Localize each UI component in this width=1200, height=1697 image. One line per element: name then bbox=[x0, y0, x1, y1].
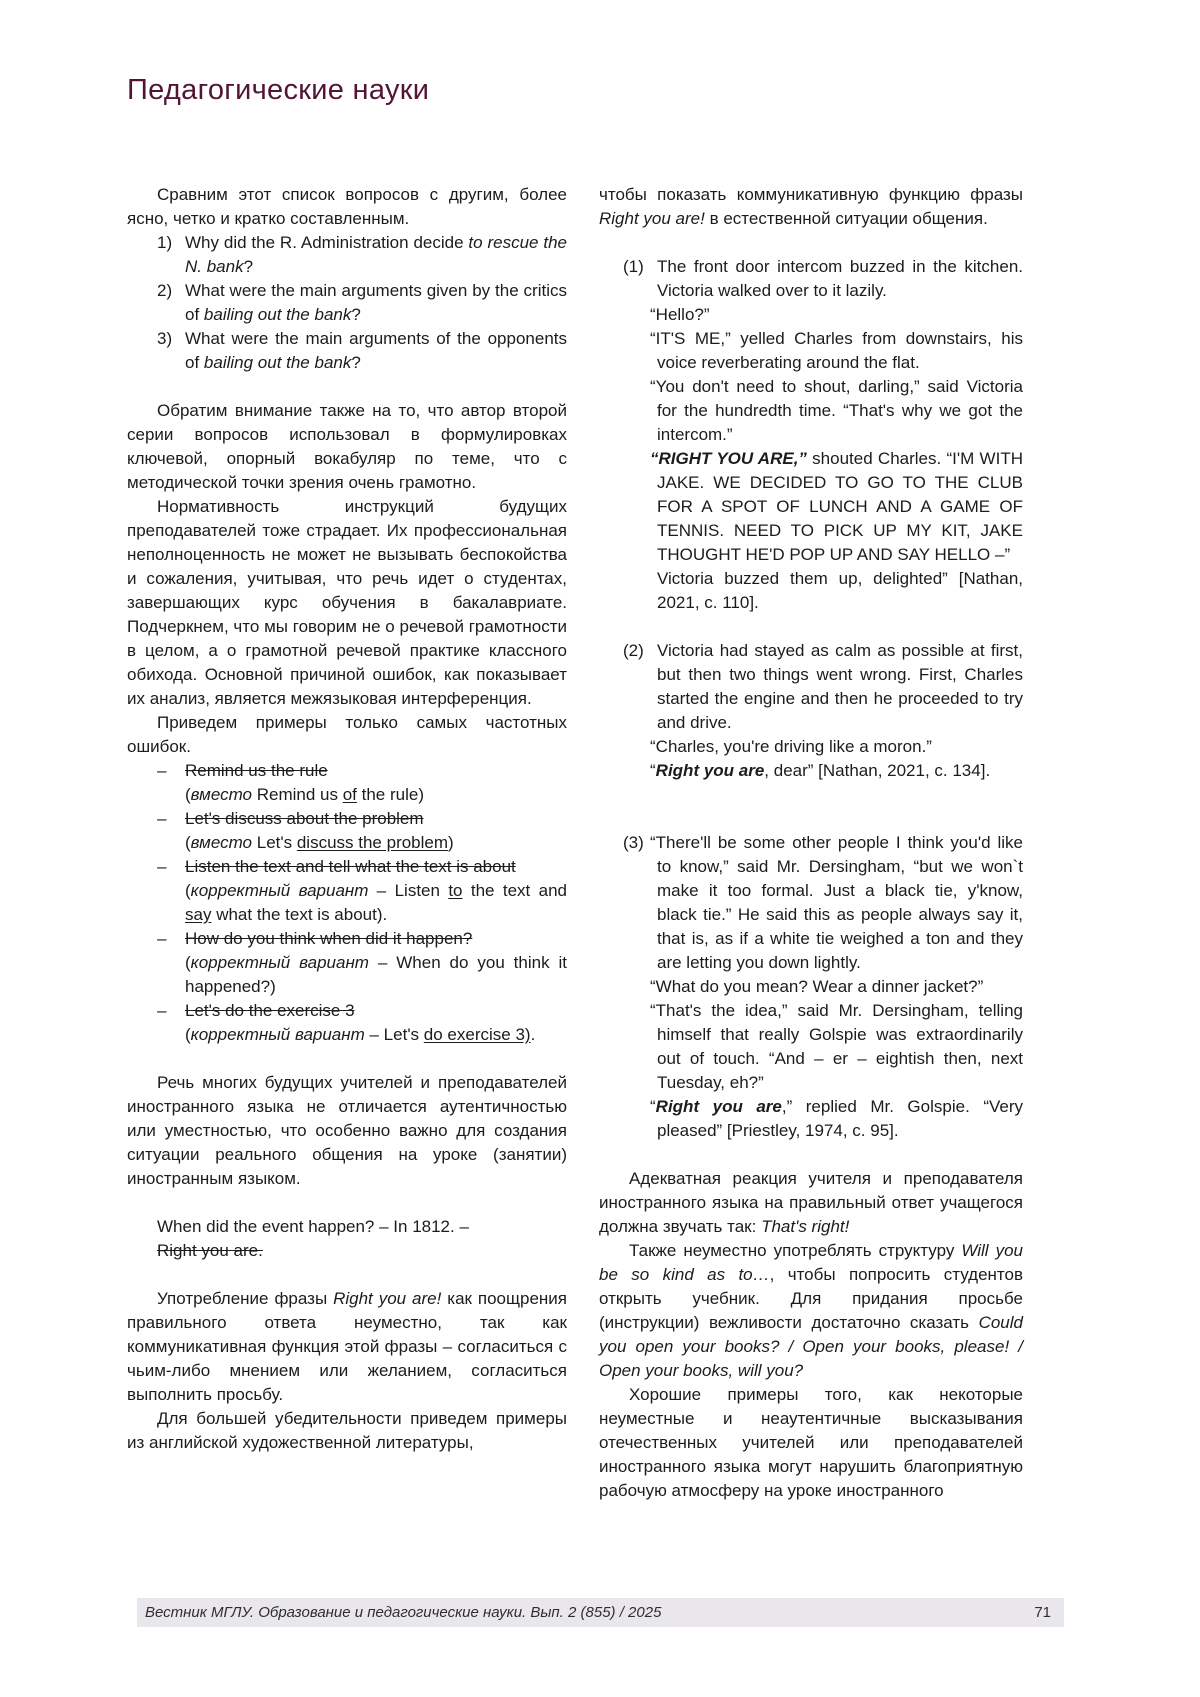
text-run: ? bbox=[351, 305, 361, 324]
text-run: the rule) bbox=[356, 785, 424, 804]
text-run: Right you are! bbox=[599, 209, 705, 228]
text-run: Сравним этот список вопросов с другим, более ясно, четко и кратко составленным. bbox=[127, 185, 567, 228]
item-text bbox=[185, 231, 567, 279]
text-run: “That's the idea,” said Mr. Dersingham, telling himself that really Golspie was extraordinarily out of touch. “And – er – eightish then, next Tuesday, eh?” bbox=[650, 1001, 1023, 1092]
quote-paragraph bbox=[650, 303, 1023, 327]
text-run: to bbox=[448, 881, 463, 900]
quote-paragraph bbox=[650, 735, 1023, 759]
text-run: Let's do the exercise 3 bbox=[185, 1001, 355, 1020]
footer-journal-title: Вестник МГЛУ. Образование и педагогические науки. Вып. 2 (855) / 2025 bbox=[145, 1604, 662, 1621]
text-run: Приведем примеры только самых частотных ошибок. bbox=[127, 713, 567, 756]
text-run: shouted Charles. “I'M WITH JAKE. WE DECIDED TO GO TO THE CLUB FOR A SPOT OF LUNCH AND A GAME OF TENNIS. NEED TO PICK UP MY KIT, JAKE THOUGHT HE'D POP UP AND SAY HELLO –” bbox=[657, 449, 1023, 564]
text-run: Хорошие примеры того, как некоторые неуместные и неаутентичные высказывания отечественных учителей или преподавателей иностранного языка могут нарушить благоприятную рабочую атмосферу на уроке иностранного bbox=[599, 1385, 1023, 1500]
text-run: – When do you think it happened?) bbox=[185, 953, 567, 996]
quote-example bbox=[599, 255, 1023, 615]
quote-paragraph bbox=[657, 255, 1023, 303]
paragraph bbox=[127, 399, 567, 495]
correction-line bbox=[185, 879, 567, 927]
text-run: Употребление фразы bbox=[157, 1289, 334, 1308]
quote-example bbox=[599, 639, 1023, 783]
correction-line bbox=[185, 831, 567, 855]
text-run: What were the main arguments given by the critics of bbox=[185, 281, 567, 324]
list-marker: – bbox=[157, 809, 167, 828]
text-run: the text and bbox=[462, 881, 567, 900]
text-run: How do you think when did it happen? bbox=[185, 929, 473, 948]
correction-line bbox=[185, 951, 567, 999]
paragraph bbox=[599, 183, 1023, 231]
text-run: ( bbox=[185, 881, 191, 900]
correction-line bbox=[185, 783, 567, 807]
text-run: чтобы показать коммуникативную функцию фразы bbox=[599, 185, 1023, 204]
text-run: Также неуместно употреблять структуру bbox=[629, 1241, 962, 1260]
text-run: – Listen bbox=[368, 881, 449, 900]
quote-paragraph bbox=[650, 831, 1023, 975]
dash-item bbox=[127, 999, 567, 1047]
correction-line bbox=[185, 1023, 567, 1047]
text-run: “ bbox=[650, 1097, 656, 1116]
paragraph bbox=[599, 1383, 1023, 1503]
text-run: “You don't need to shout, darling,” said Victoria for the hundredth time. “That's why we got the intercom.” bbox=[650, 377, 1023, 444]
list-marker: – bbox=[157, 857, 167, 876]
list-marker: – bbox=[157, 761, 167, 780]
error-line bbox=[185, 759, 567, 783]
text-run: как поощрения правильного ответа неуместно, так как коммуникативная функция этой фразы – согласиться с чьим-либо мнением или желанием, согласиться выполнить просьбу. bbox=[127, 1289, 567, 1404]
text-run: , чтобы попросить студентов открыть учебник. Для придания просьбе (инструкции) вежливости достаточно сказать bbox=[599, 1265, 1023, 1332]
paragraph bbox=[127, 1071, 567, 1191]
paragraph bbox=[127, 1287, 567, 1407]
footer-page-number: 71 bbox=[1034, 1604, 1051, 1621]
text-run: Remind us the rule bbox=[185, 761, 328, 780]
error-line bbox=[185, 927, 567, 951]
num-list bbox=[127, 231, 567, 375]
quote-marker: (3) bbox=[623, 833, 644, 852]
text-run: корректный вариант bbox=[190, 1025, 365, 1044]
text-run: ? bbox=[351, 353, 361, 372]
dash-item bbox=[127, 927, 567, 999]
quote-example bbox=[599, 831, 1023, 1143]
text-run: ( bbox=[185, 953, 191, 972]
text-run: ,” replied Mr. Golspie. “Very pleased” [Priestley, 1974, с. 95]. bbox=[657, 1097, 1023, 1140]
text-run: Victoria had stayed as calm as possible at first, but then two things went wrong. First, Charles started the engine and then he proceeded to try and drive. bbox=[657, 641, 1023, 732]
quote-paragraph bbox=[650, 1095, 1023, 1143]
item-text bbox=[185, 279, 567, 327]
text-run: Why did the R. Administration decide bbox=[185, 233, 469, 252]
error-line bbox=[185, 807, 567, 831]
text-run: корректный вариант bbox=[190, 953, 369, 972]
text-run: to rescue the N. bank bbox=[185, 233, 567, 276]
text-run: Обратим внимание также на то, что автор второй серии вопросов использовал в формулировках ключевой, опорный вокабуляр по теме, что с методической точки зрения очень грамотно. bbox=[127, 401, 567, 492]
paragraph bbox=[127, 1407, 567, 1455]
left-column bbox=[127, 183, 567, 1503]
item-text bbox=[185, 327, 567, 375]
text-run: ( bbox=[185, 785, 191, 804]
page-footer bbox=[137, 1598, 1064, 1627]
text-run: “What do you mean? Wear a dinner jacket?” bbox=[650, 977, 984, 996]
text-run: “There'll be some other people I think you'd like to know,” said Mr. Dersingham, “but we won`t make it too formal. Just a black tie, y'know, black tie.” He said this as people always say it, that is, as if a white tie weighed a ton and they are letting you down lightly. bbox=[650, 833, 1023, 972]
error-line bbox=[185, 999, 567, 1023]
text-run: . bbox=[530, 1025, 536, 1044]
dash-item bbox=[127, 759, 567, 807]
list-marker: – bbox=[157, 929, 167, 948]
list-marker: 3) bbox=[157, 329, 173, 348]
example-block bbox=[157, 1215, 567, 1263]
numbered-item bbox=[127, 231, 567, 279]
text-run: Right you are bbox=[655, 1097, 782, 1116]
text-run: ( bbox=[185, 1025, 191, 1044]
text-run: “ bbox=[650, 761, 656, 780]
text-run: bailing out the bank bbox=[203, 353, 352, 372]
example-line bbox=[157, 1215, 567, 1239]
paragraph bbox=[127, 183, 567, 231]
text-run: , dear” [Nathan, 2021, с. 134]. bbox=[764, 761, 991, 780]
text-run: – Let's bbox=[364, 1025, 424, 1044]
paragraph bbox=[599, 1167, 1023, 1239]
text-run: “RIGHT YOU ARE,” bbox=[650, 449, 807, 468]
dash-list bbox=[127, 759, 567, 1047]
text-run: Right you are bbox=[655, 761, 765, 780]
text-run: do exercise 3) bbox=[423, 1025, 531, 1044]
text-run: Let's bbox=[252, 833, 297, 852]
text-run: What were the main arguments of the opponents of bbox=[185, 329, 567, 372]
text-run: what the text is about). bbox=[211, 905, 388, 924]
numbered-item bbox=[127, 327, 567, 375]
paragraph bbox=[127, 711, 567, 759]
text-run: When did the event happen? – In 1812. – bbox=[157, 1217, 469, 1236]
list-marker: 2) bbox=[157, 281, 173, 300]
paragraph bbox=[127, 495, 567, 711]
quote-paragraph bbox=[650, 999, 1023, 1095]
numbered-item bbox=[127, 279, 567, 327]
list-marker: – bbox=[157, 1001, 167, 1020]
quote-paragraph bbox=[650, 975, 1023, 999]
quote-marker: (2) bbox=[623, 641, 644, 660]
quote-paragraph bbox=[650, 327, 1023, 375]
quote-paragraph bbox=[650, 759, 1023, 783]
paragraph bbox=[599, 1239, 1023, 1383]
text-run: of bbox=[342, 785, 357, 804]
dash-item bbox=[127, 807, 567, 855]
section-title: Педагогические науки bbox=[127, 74, 430, 106]
text-run: Right you are. bbox=[157, 1241, 263, 1260]
text-run: корректный вариант bbox=[190, 881, 369, 900]
text-run: Адекватная реакция учителя и преподавателя иностранного языка на правильный ответ учащегося должна звучать так: bbox=[599, 1169, 1023, 1236]
text-run: Нормативность инструкций будущих преподавателей тоже страдает. Их профессиональная неполноценность не может не вызывать беспокойства и сожаления, учитывая, что речь идет о студентах, завершающих курс обучения в бакалавриате. Подчеркнем, что мы говорим не о речевой грамотности в целом, а о грамотной речевой практике классного обихода. Основной причиной ошибок, как показывает их анализ, является межязыковая интерференция. bbox=[127, 497, 567, 708]
text-run: “Charles, you're driving like a moron.” bbox=[650, 737, 932, 756]
quote-paragraph bbox=[650, 375, 1023, 447]
text-run: Для большей убедительности приведем примеры из английской художественной литературы, bbox=[127, 1409, 567, 1452]
text-run: Let's discuss about the problem bbox=[185, 809, 424, 828]
text-run: “Hello?” bbox=[650, 305, 710, 324]
text-run: в естественной ситуации общения. bbox=[704, 209, 988, 228]
error-line bbox=[185, 855, 567, 879]
quote-paragraph bbox=[657, 567, 1023, 615]
text-run: discuss the problem bbox=[296, 833, 449, 852]
text-run: Could you open your books? / Open your books, please! / Open your books, will you? bbox=[599, 1313, 1023, 1380]
text-run: ) bbox=[448, 833, 454, 852]
text-run: ( bbox=[185, 833, 191, 852]
text-run: bailing out the bank bbox=[203, 305, 352, 324]
text-run: вместо bbox=[190, 833, 253, 852]
text-run: Listen the text and tell what the text is about bbox=[185, 857, 516, 876]
quote-marker: (1) bbox=[623, 257, 644, 276]
text-run: “IT'S ME,” yelled Charles from downstairs, his voice reverberating around the flat. bbox=[650, 329, 1023, 372]
text-run: ? bbox=[243, 257, 254, 276]
dash-item bbox=[127, 855, 567, 927]
list-marker: 1) bbox=[157, 233, 173, 252]
two-column-layout bbox=[127, 183, 1023, 1503]
text-run: say bbox=[185, 905, 212, 924]
text-run: Will you be so kind as to… bbox=[599, 1241, 1023, 1284]
example-line bbox=[157, 1239, 567, 1263]
text-run: Remind us bbox=[252, 785, 343, 804]
text-run: Victoria buzzed them up, delighted” [Nathan, 2021, с. 110]. bbox=[657, 569, 1023, 612]
text-run: The front door intercom buzzed in the kitchen. Victoria walked over to it lazily. bbox=[657, 257, 1023, 300]
text-run: Right you are! bbox=[333, 1289, 442, 1308]
quote-paragraph bbox=[650, 447, 1023, 567]
quote-paragraph bbox=[657, 639, 1023, 735]
text-run: Речь многих будущих учителей и преподавателей иностранного языка не отличается аутентичностью или уместностью, что особенно важно для создания ситуации реального общения на уроке (занятии) иностранным языком. bbox=[127, 1073, 567, 1188]
text-run: That's right! bbox=[761, 1217, 850, 1236]
right-column bbox=[599, 183, 1023, 1503]
text-run: вместо bbox=[190, 785, 253, 804]
